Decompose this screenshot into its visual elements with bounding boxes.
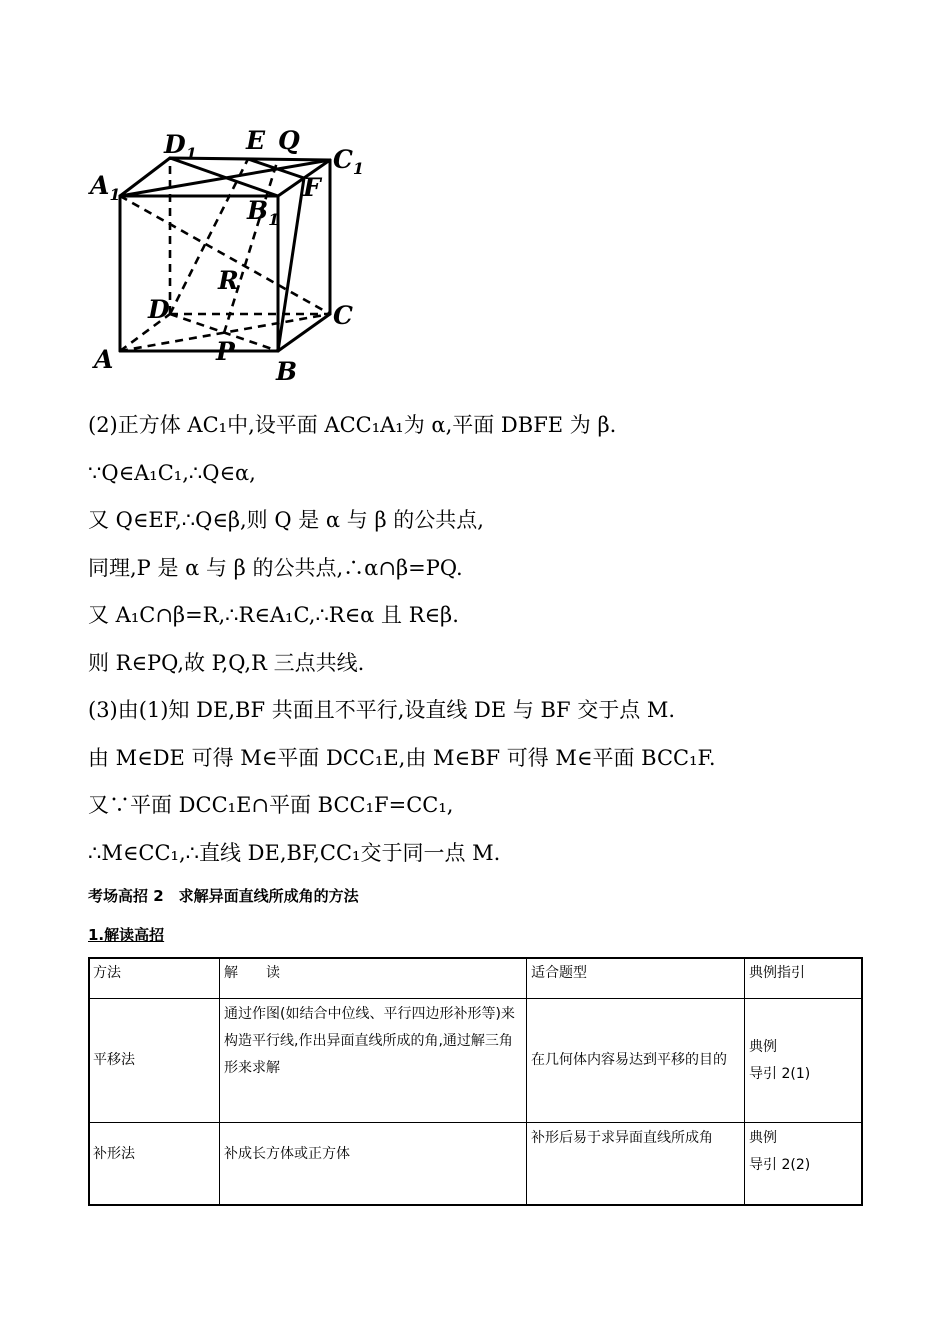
row2-method: 补形法: [89, 1123, 220, 1205]
table-row: [89, 1123, 862, 1205]
label-Q: Q: [278, 126, 300, 155]
row2-example: 典例 导引 2(2): [745, 1123, 862, 1205]
subsection-title: 1.解读高招: [88, 926, 165, 944]
row2-type: 补形后易于求异面直线所成角: [527, 1123, 745, 1205]
label-C: C: [333, 301, 353, 330]
section-title: 考场高招 2 求解异面直线所成角的方法: [88, 887, 359, 905]
cube-figure: [88, 122, 368, 390]
label-E: E: [246, 126, 266, 155]
solution-line-5: 又 A₁C∩β=R,∴R∈A₁C,∴R∈α 且 R∈β.: [88, 603, 459, 627]
label-P: P: [216, 337, 235, 366]
edge-B-F: [278, 178, 304, 351]
header-example: 典例指引: [745, 958, 862, 999]
solution-line-9: 又∵平面 DCC₁E∩平面 BCC₁F=CC₁,: [88, 793, 454, 817]
table-header-row: [89, 958, 862, 999]
label-F: F: [303, 173, 321, 202]
label-A1: $A_1$: [90, 171, 121, 204]
solution-line-1: (2)正方体 AC₁中,设平面 ACC₁A₁为 α,平面 DBFE 为 β.: [88, 413, 617, 437]
label-B: B: [276, 357, 298, 386]
label-R: R: [218, 266, 239, 295]
methods-table: [88, 957, 862, 1205]
cube-diagram: [88, 122, 368, 390]
solution-line-6: 则 R∈PQ,故 P,Q,R 三点共线.: [88, 650, 365, 675]
header-method: 方法: [89, 958, 220, 999]
header-type: 适合题型: [527, 958, 745, 999]
row1-type: 在几何体内容易达到平移的目的: [527, 999, 745, 1123]
label-B1: $B_1$: [247, 196, 280, 229]
label-D1: $D_1$: [164, 130, 197, 163]
row1-example: 典例 导引 2(1): [745, 999, 862, 1123]
label-D: D: [148, 295, 170, 324]
row1-method: 平移法: [89, 999, 220, 1123]
solution-line-7: (3)由(1)知 DE,BF 共面且不平行,设直线 DE 与 BF 交于点 M.: [88, 698, 676, 722]
header-reading: 解 读: [220, 958, 527, 999]
solution-line-4: 同理,P 是 α 与 β 的公共点,∴α∩β=PQ.: [88, 555, 463, 580]
solution-text: [88, 410, 888, 885]
solution-line-8: 由 M∈DE 可得 M∈平面 DCC₁E,由 M∈BF 可得 M∈平面 BCC₁F.: [88, 745, 716, 770]
row1-reading: 通过作图(如结合中位线、平行四边形补形等)来构造平行线,作出异面直线所成的角,通过解三角形来求解: [220, 999, 527, 1123]
table-row: [89, 999, 862, 1123]
label-C1: $C_1$: [333, 145, 365, 178]
solution-line-3: 又 Q∈EF,∴Q∈β,则 Q 是 α 与 β 的公共点,: [88, 508, 484, 532]
label-A: A: [94, 345, 114, 374]
solution-line-2: ∵Q∈A₁C₁,∴Q∈α,: [88, 460, 256, 485]
solution-line-10: ∴M∈CC₁,∴直线 DE,BF,CC₁交于同一点 M.: [88, 840, 501, 865]
row2-reading: 补成长方体或正方体: [220, 1123, 527, 1205]
